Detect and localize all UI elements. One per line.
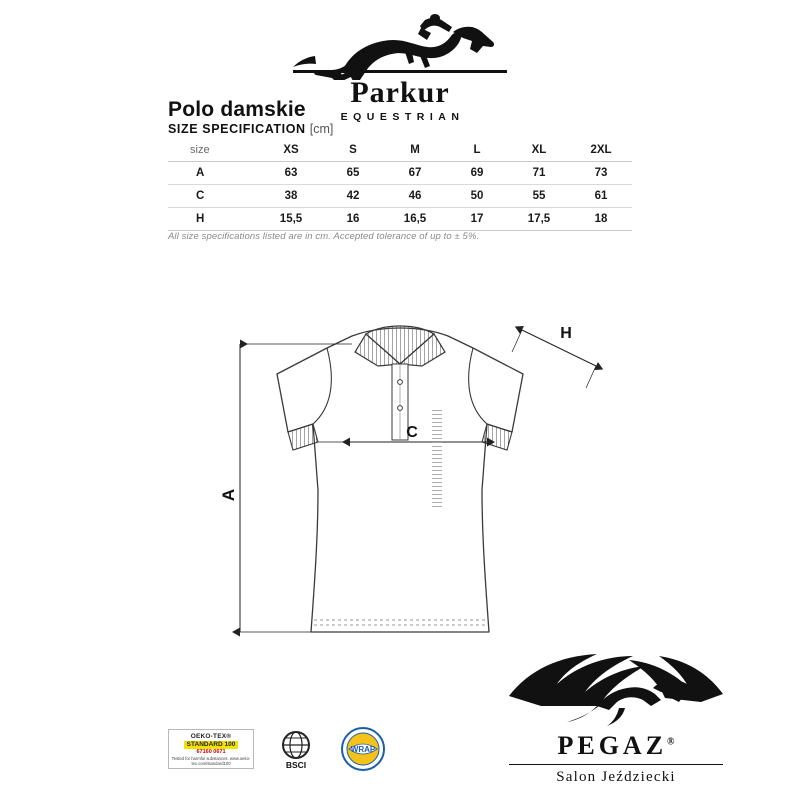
bsci-icon <box>274 727 318 771</box>
brand-logo <box>0 8 800 123</box>
cell-h-s: 16 <box>346 213 360 225</box>
cell-h-xs: 15,5 <box>279 213 303 225</box>
dimension-label-h: H <box>560 325 572 342</box>
bsci-label-text: BSCI <box>285 760 307 770</box>
polo-shirt-diagram <box>0 290 800 650</box>
footer-brand-text: PEGAZ <box>557 731 668 760</box>
footer-brand-name <box>466 733 766 759</box>
table-header-row <box>168 139 632 162</box>
table-row <box>168 162 632 185</box>
row-label-a: A <box>196 167 205 179</box>
table-col-m: M <box>384 139 446 162</box>
cell-c-s: 42 <box>346 190 360 202</box>
oeko-line1: OEKO-TEX® <box>190 733 232 740</box>
jumping-horse-rider-icon <box>285 8 515 80</box>
table-col-s: S <box>322 139 384 162</box>
cell-h-l: 17 <box>470 213 484 225</box>
cell-c-xl: 55 <box>532 190 546 202</box>
footer-divider <box>509 764 723 765</box>
table-col-2xl: 2XL <box>570 139 632 162</box>
row-label-c: C <box>196 190 205 202</box>
table-note: All size specifications listed are in cm. Accepted tolerance of up to ± 5%. <box>168 231 480 242</box>
table-row <box>168 185 632 208</box>
brand-name: Parkur <box>350 76 450 109</box>
cell-a-xl: 71 <box>532 167 546 179</box>
oeko-line2: STANDARD 100 <box>184 741 239 749</box>
cell-a-xs: 63 <box>284 167 298 179</box>
cell-a-l: 69 <box>470 167 484 179</box>
dimension-label-c: C <box>406 424 418 441</box>
table-col-xl: XL <box>508 139 570 162</box>
winged-pegasus-icon <box>501 648 731 726</box>
cell-c-2xl: 61 <box>594 190 608 202</box>
page-subtitle <box>168 122 333 136</box>
page-subtitle-text: SIZE SPECIFICATION <box>168 122 306 136</box>
certification-logos <box>168 726 388 772</box>
oeko-tex-icon <box>168 729 254 769</box>
page-subtitle-unit: [cm] <box>309 122 334 136</box>
cell-a-s: 65 <box>346 167 360 179</box>
garment-technical-drawing <box>0 290 800 650</box>
table-corner-label: size <box>168 139 260 162</box>
cell-h-xl: 17,5 <box>527 213 551 225</box>
footer-registered-mark: ® <box>667 736 675 748</box>
cell-h-m: 16,5 <box>403 213 427 225</box>
dimension-label-a: A <box>219 488 238 502</box>
table-col-xs: XS <box>260 139 322 162</box>
cell-h-2xl: 18 <box>594 213 608 225</box>
cell-a-2xl: 73 <box>594 167 608 179</box>
wrap-icon <box>338 726 388 772</box>
row-label-h: H <box>196 213 205 225</box>
size-specification-table <box>168 139 632 231</box>
oeko-line4: Tested for harmful substances. www.oeko-tex.com/standard100 <box>171 756 251 766</box>
page-title: Polo damskie <box>168 98 306 121</box>
cell-a-m: 67 <box>408 167 422 179</box>
footer-logo <box>466 648 766 786</box>
footer-subtitle: Salon Jeździecki <box>556 769 676 785</box>
cell-c-m: 46 <box>408 190 422 202</box>
oeko-line3: 67160 0671 <box>196 749 226 756</box>
table-col-l: L <box>446 139 508 162</box>
cell-c-xs: 38 <box>284 190 298 202</box>
table-row <box>168 208 632 231</box>
brand-subtitle: EQUESTRIAN <box>340 111 465 123</box>
cell-c-l: 50 <box>470 190 484 202</box>
wrap-label-text: WRAP <box>350 745 376 754</box>
